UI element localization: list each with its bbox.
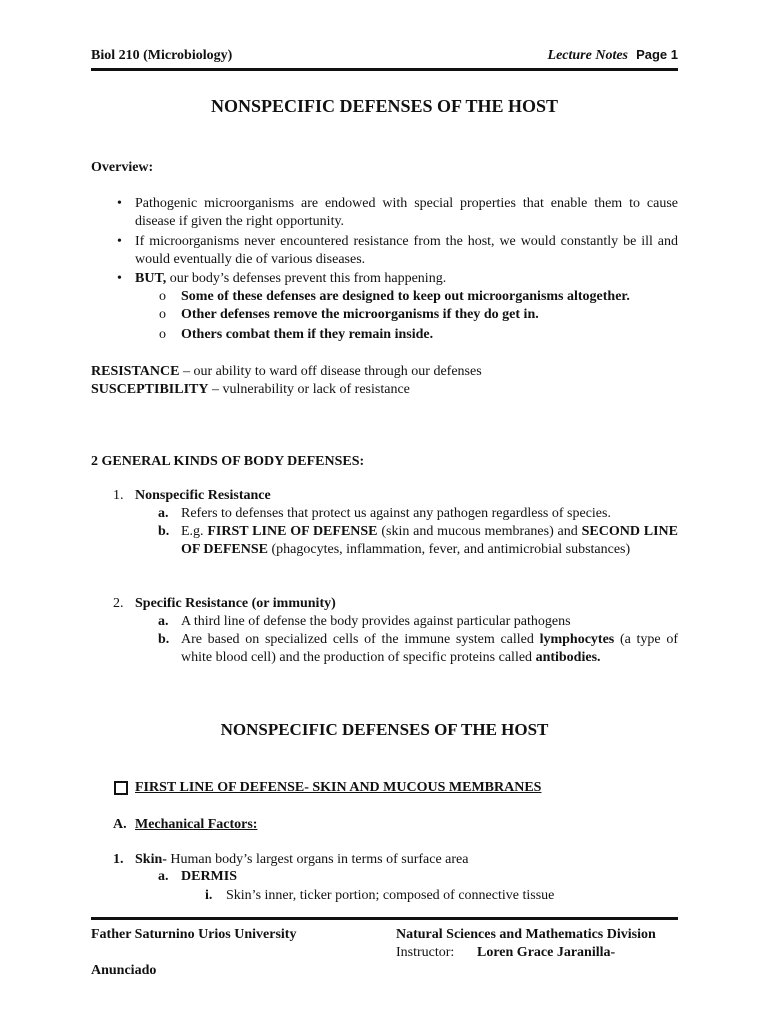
item-letter: a. (158, 869, 169, 884)
item-number: 1. (113, 488, 124, 503)
overview-bullet-3 (135, 270, 446, 288)
bullet-dot: • (117, 196, 122, 211)
skin-label: Skin- (135, 852, 167, 867)
specific-resistance-label: Specific Resistance (or immunity) (135, 596, 336, 611)
definition-text: – vulnerability or lack of resistance (208, 382, 410, 397)
overview-bullet-1: Pathogenic microorganisms are endowed with special properties that enable them to cause disease if given the right opportunity. (135, 196, 678, 229)
header-rule (91, 68, 678, 71)
definition-text: – our ability to ward off disease through our defenses (179, 364, 482, 379)
sub-bullet-marker: o (159, 307, 166, 322)
lecture-notes-label: Lecture Notes (547, 48, 628, 63)
definition-term: SUSCEPTIBILITY (91, 382, 209, 397)
sub-bullet-marker: o (159, 327, 166, 342)
b-pre: E.g. (181, 524, 208, 539)
roman-numeral: i. (205, 888, 213, 903)
bullet-dot: • (117, 234, 122, 249)
but-label: BUT, (135, 271, 167, 286)
checkbox-square-icon (114, 781, 128, 795)
dermis-heading: DERMIS (181, 869, 238, 884)
item-number: 1. (113, 852, 124, 867)
item-letter: a. (158, 614, 169, 629)
section-letter: A. (113, 817, 127, 832)
mechanical-factors-heading: Mechanical Factors: (135, 817, 258, 832)
dermis-i-text: Skin’s inner, ticker portion; composed of connective tissue (226, 888, 555, 903)
course-title: Biol 210 (Microbiology) (91, 48, 233, 63)
document-title: NONSPECIFIC DEFENSES OF THE HOST (210, 96, 559, 116)
overview-heading: Overview: (91, 160, 154, 175)
b-mid: (a type of white blood cell) and the production of specific proteins called (181, 632, 678, 665)
division-name: Natural Sciences and Mathematics Division (396, 927, 656, 942)
bullet-dot: • (117, 271, 122, 286)
first-line-bold: FIRST LINE OF DEFENSE (207, 524, 378, 539)
specific-b-text (181, 631, 678, 667)
b-pre: Are based on specialized cells of the immune system called (181, 632, 540, 647)
specific-a-text: A third line of defense the body provides against particular pathogens (181, 614, 571, 629)
first-line-heading: FIRST LINE OF DEFENSE- SKIN AND MUCOUS MEMBRANES (135, 780, 542, 795)
item-letter: b. (158, 632, 170, 647)
item-letter: a. (158, 506, 169, 521)
nonspecific-b-text (181, 523, 678, 559)
sub-bullet-2: Other defenses remove the microorganisms if they do get in. (181, 307, 539, 322)
nonspecific-resistance-label: Nonspecific Resistance (135, 488, 271, 503)
instructor-name-continuation: Anunciado (91, 963, 157, 978)
page-number: Page 1 (636, 47, 678, 62)
university-name: Father Saturnino Urios University (91, 927, 297, 942)
sub-bullet-1: Some of these defenses are designed to keep out microorganisms altogether. (181, 289, 630, 304)
definition-susceptibility (91, 381, 410, 399)
definition-term: RESISTANCE (91, 364, 180, 379)
b-mid: (skin and mucous membranes) and (377, 524, 582, 539)
skin-line (135, 851, 468, 869)
lymphocytes-bold: lymphocytes (539, 632, 615, 647)
footer-rule (91, 917, 678, 920)
page-header (91, 48, 678, 66)
second-line-bold: SECOND LINE OF DEFENSE (181, 524, 678, 557)
sub-bullet-3: Others combat them if they remain inside. (181, 327, 434, 342)
kinds-heading: 2 GENERAL KINDS OF BODY DEFENSES: (91, 454, 365, 469)
overview-bullet-3-text: our body’s defenses prevent this from happening. (169, 271, 447, 286)
item-number: 2. (113, 596, 124, 611)
definition-resistance (91, 363, 482, 381)
nonspecific-a-text: Refers to defenses that protect us against any pathogen regardless of species. (181, 506, 611, 521)
b-post: (phagocytes, inflammation, fever, and antimicrobial substances) (268, 542, 631, 557)
overview-bullet-2: If microorganisms never encountered resistance from the host, we would constantly be ill and would eventually die of various diseases. (135, 234, 678, 267)
item-letter: b. (158, 524, 170, 539)
instructor-name: Loren Grace Jaranilla- (477, 945, 616, 960)
sub-bullet-marker: o (159, 289, 166, 304)
section-title: NONSPECIFIC DEFENSES OF THE HOST (220, 720, 549, 739)
antibodies-bold: antibodies. (535, 650, 601, 665)
skin-text: Human body’s largest organs in terms of surface area (166, 852, 469, 867)
instructor-label: Instructor: (396, 945, 455, 960)
